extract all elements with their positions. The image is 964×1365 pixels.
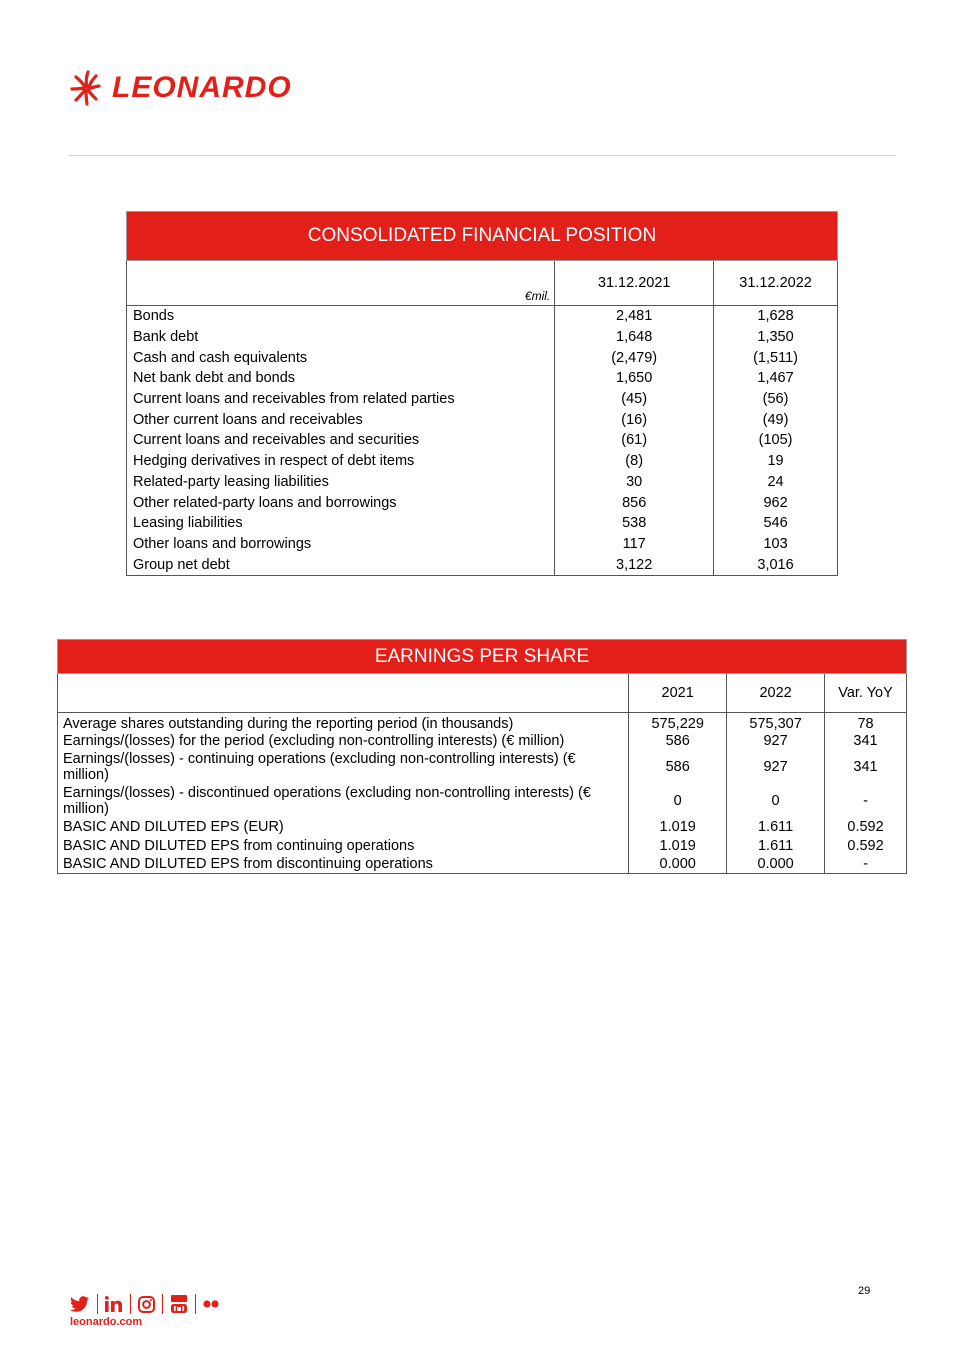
row-label: Earnings/(losses) - continuing operations (excluding non-controlling interests) (€ million) [58, 750, 629, 784]
value-2022: 103 [714, 534, 838, 555]
row-label: BASIC AND DILUTED EPS (EUR) [58, 818, 629, 836]
value-2021: 30 [555, 472, 714, 493]
value-2022: 962 [714, 492, 838, 513]
value-2021: 117 [555, 534, 714, 555]
value-2022: (56) [714, 389, 838, 410]
value-2022: 1,628 [714, 306, 838, 327]
table-row [58, 855, 907, 874]
flickr-icon[interactable] [203, 1300, 219, 1308]
table-row [127, 368, 838, 389]
row-label: Current loans and receivables from related parties [127, 389, 555, 410]
table-row [127, 430, 838, 451]
eps-table [57, 639, 907, 874]
financial-position-title: CONSOLIDATED FINANCIAL POSITION [127, 212, 838, 261]
value-2022: 1.611 [727, 818, 825, 836]
value-2021: (8) [555, 451, 714, 472]
brand-name: LEONARDO [112, 71, 292, 104]
youtube-icon[interactable] [170, 1294, 188, 1314]
row-label: Earnings/(losses) - discontinued operations (excluding non-controlling interests) (€ million) [58, 784, 629, 818]
value-var-yoy: - [825, 855, 907, 874]
separator [97, 1294, 98, 1314]
value-2022: 546 [714, 513, 838, 534]
table-row [58, 818, 907, 836]
table-row [127, 451, 838, 472]
column-header-empty [58, 674, 629, 713]
value-2021: (2,479) [555, 347, 714, 368]
column-header: 2022 [727, 674, 825, 713]
table-row [58, 750, 907, 784]
row-label: Current loans and receivables and securities [127, 430, 555, 451]
row-label: Other current loans and receivables [127, 409, 555, 430]
row-label: Related-party leasing liabilities [127, 472, 555, 493]
value-2021: 586 [629, 750, 727, 784]
row-label: Group net debt [127, 554, 555, 575]
row-label: Leasing liabilities [127, 513, 555, 534]
row-label: Average shares outstanding during the reporting period (in thousands) [58, 713, 629, 733]
value-2022: 24 [714, 472, 838, 493]
website-link[interactable]: leonardo.com [70, 1316, 143, 1328]
leonardo-star-icon [68, 66, 104, 110]
column-header: 31.12.2022 [714, 261, 838, 306]
value-var-yoy: 0.592 [825, 836, 907, 855]
row-label: Net bank debt and bonds [127, 368, 555, 389]
value-2021: (61) [555, 430, 714, 451]
value-2022: 1.611 [727, 836, 825, 855]
value-2022: 0.000 [727, 855, 825, 874]
table-row [127, 327, 838, 348]
header-divider [68, 155, 896, 156]
table-row [127, 306, 838, 327]
table-row [127, 492, 838, 513]
value-2022: (105) [714, 430, 838, 451]
value-var-yoy: 0.592 [825, 818, 907, 836]
table-row [58, 836, 907, 855]
eps-title: EARNINGS PER SHARE [58, 640, 907, 674]
value-2021: (45) [555, 389, 714, 410]
value-2022: 0 [727, 784, 825, 818]
row-label: BASIC AND DILUTED EPS from continuing operations [58, 836, 629, 855]
leonardo-logo [68, 66, 292, 110]
twitter-icon[interactable] [70, 1296, 90, 1312]
value-2022: 1,350 [714, 327, 838, 348]
column-header: Var. YoY [825, 674, 907, 713]
row-label: Cash and cash equivalents [127, 347, 555, 368]
value-2021: 1.019 [629, 836, 727, 855]
value-2021: 0 [629, 784, 727, 818]
linkedin-icon[interactable] [105, 1296, 123, 1312]
value-2021: 1.019 [629, 818, 727, 836]
value-2022: (49) [714, 409, 838, 430]
value-2021: 575,229 [629, 713, 727, 733]
table-row [127, 389, 838, 410]
value-2022: 3,016 [714, 554, 838, 575]
row-label: Earnings/(losses) for the period (excluding non-controlling interests) (€ million) [58, 732, 629, 750]
value-2022: 1,467 [714, 368, 838, 389]
instagram-icon[interactable] [138, 1296, 155, 1313]
value-2021: 2,481 [555, 306, 714, 327]
value-var-yoy: 78 [825, 713, 907, 733]
value-var-yoy: - [825, 784, 907, 818]
table-row [127, 472, 838, 493]
value-2021: 586 [629, 732, 727, 750]
table-row [127, 347, 838, 368]
value-var-yoy: 341 [825, 732, 907, 750]
column-header: 31.12.2021 [555, 261, 714, 306]
separator [162, 1294, 163, 1314]
table-row [127, 554, 838, 575]
table-row [127, 513, 838, 534]
page-number: 29 [858, 1285, 871, 1297]
value-var-yoy: 341 [825, 750, 907, 784]
value-2022: 927 [727, 732, 825, 750]
value-2021: (16) [555, 409, 714, 430]
table-row [58, 732, 907, 750]
table-row [58, 713, 907, 733]
value-2021: 1,650 [555, 368, 714, 389]
value-2021: 1,648 [555, 327, 714, 348]
row-label: Bonds [127, 306, 555, 327]
column-header: 2021 [629, 674, 727, 713]
separator [195, 1294, 196, 1314]
table-row [127, 534, 838, 555]
row-label: Hedging derivatives in respect of debt items [127, 451, 555, 472]
value-2022: 927 [727, 750, 825, 784]
row-label: Other related-party loans and borrowings [127, 492, 555, 513]
value-2022: (1,511) [714, 347, 838, 368]
social-links [70, 1294, 219, 1314]
value-2021: 3,122 [555, 554, 714, 575]
unit-label: €mil. [127, 261, 555, 306]
value-2021: 0.000 [629, 855, 727, 874]
value-2022: 19 [714, 451, 838, 472]
separator [130, 1294, 131, 1314]
row-label: BASIC AND DILUTED EPS from discontinuing operations [58, 855, 629, 874]
financial-position-table [126, 211, 838, 576]
value-2021: 538 [555, 513, 714, 534]
value-2022: 575,307 [727, 713, 825, 733]
value-2021: 856 [555, 492, 714, 513]
row-label: Bank debt [127, 327, 555, 348]
table-row [58, 784, 907, 818]
table-row [127, 409, 838, 430]
row-label: Other loans and borrowings [127, 534, 555, 555]
